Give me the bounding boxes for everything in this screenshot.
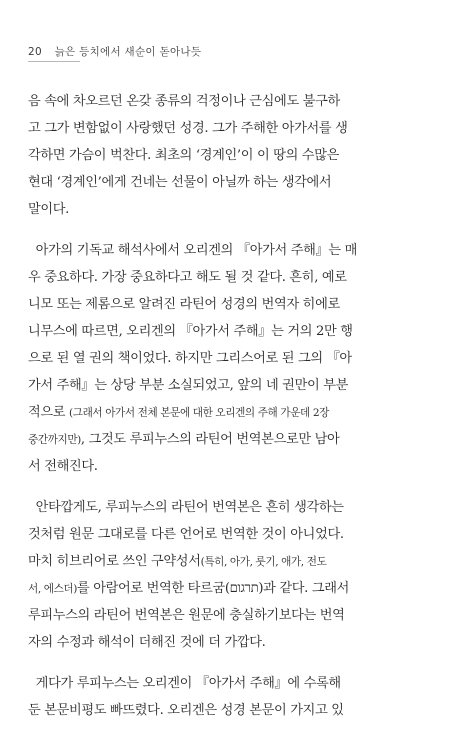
text-line	[28, 426, 448, 453]
paragraph	[28, 237, 448, 480]
text-line	[28, 345, 448, 372]
body-text	[28, 88, 448, 738]
parenthetical-note: 서, 에스더)	[28, 583, 78, 595]
text-line	[28, 372, 448, 399]
text-segment: 를 아람어로 번역한 타르굼(תרגום)과 같다. 그래서	[77, 581, 350, 596]
text-line	[28, 399, 448, 426]
text-line	[28, 494, 448, 521]
text-line	[28, 670, 448, 697]
text-segment: 니모 또는 제롬으로 알려진 라틴어 성경의 번역자 히에로	[28, 297, 340, 312]
text-line	[28, 264, 448, 291]
text-line	[28, 115, 448, 142]
text-segment: 서 전해진다.	[28, 459, 98, 474]
text-segment: 현대 ‘경계인’에게 건네는 선물이 아닐까 하는 생각에서	[28, 175, 332, 190]
text-segment: 고 그가 변함없이 사랑했던 성경. 그가 주해한 아가서를 생	[28, 121, 348, 136]
text-line	[28, 602, 448, 629]
text-segment: 적으로	[28, 405, 70, 420]
text-line	[28, 88, 448, 115]
text-line	[28, 291, 448, 318]
running-header	[28, 44, 201, 59]
text-segment: 각하면 가슴이 벅찬다. 최초의 ‘경계인’이 이 땅의 수많은	[28, 148, 339, 163]
text-segment: 말이다.	[28, 202, 70, 217]
text-segment: 것처럼 원문 그대로를 다른 언어로 번역한 것이 아니었다.	[28, 527, 344, 542]
text-line	[28, 697, 448, 724]
running-title: 늙은 등치에서 새순이 돋아나듯	[54, 46, 202, 58]
text-line	[28, 453, 448, 480]
text-line	[28, 318, 448, 345]
text-line	[28, 169, 448, 196]
text-segment: 안타깝게도, 루피누스의 라틴어 번역본은 흔히 생각하는	[28, 500, 344, 515]
paragraph	[28, 494, 448, 656]
text-segment: 마치 히브리어로 쓰인 구약성서	[28, 554, 201, 569]
paragraph	[28, 670, 448, 724]
parenthetical-note: (그래서 아가서 전체 본문에 대한 오리겐의 주해 가운데 2장	[69, 407, 329, 419]
paragraph	[28, 88, 448, 223]
text-line	[28, 521, 448, 548]
text-line	[28, 142, 448, 169]
parenthetical-note: (특히, 아가, 룻기, 애가, 전도	[200, 556, 327, 568]
header-rule	[28, 61, 80, 62]
text-line	[28, 548, 448, 575]
text-line	[28, 575, 448, 602]
text-segment: 둔 본문비평도 빠뜨렸다. 오리겐은 성경 본문이 가지고 있	[28, 703, 344, 718]
text-segment: 게다가 루피누스는 오리겐이 『아가서 주해』에 수록해	[28, 676, 341, 691]
text-segment: 루피누스의 라틴어 번역본은 원문에 충실하기보다는 번역	[28, 608, 345, 623]
text-segment: 우 중요하다. 가장 중요하다고 해도 될 것 같다. 흔히, 예로	[28, 270, 347, 285]
page-number: 20	[28, 46, 42, 58]
text-segment: , 그것도 루피누스의 라틴어 번역본으로만 남아	[80, 432, 340, 447]
text-segment: 아가의 기독교 해석사에서 오리겐의 『아가서 주해』는 매	[28, 243, 357, 258]
text-line	[28, 237, 448, 264]
text-segment: 자의 수정과 해석이 더해진 것에 더 가깝다.	[28, 635, 266, 650]
text-line	[28, 629, 448, 656]
text-line	[28, 196, 448, 223]
text-segment: 니무스에 따르면, 오리겐의 『아가서 주해』는 거의 2만 행	[28, 324, 353, 339]
text-segment: 으로 된 열 권의 책이었다. 하지만 그리스어로 된 그의 『아	[28, 351, 352, 366]
text-segment: 가서 주해』는 상당 부분 소실되었고, 앞의 네 권만이 부분	[28, 378, 348, 393]
text-segment: 음 속에 차오르던 온갖 종류의 걱정이나 근심에도 불구하	[28, 94, 340, 109]
parenthetical-note: 중간까지만)	[28, 434, 81, 446]
